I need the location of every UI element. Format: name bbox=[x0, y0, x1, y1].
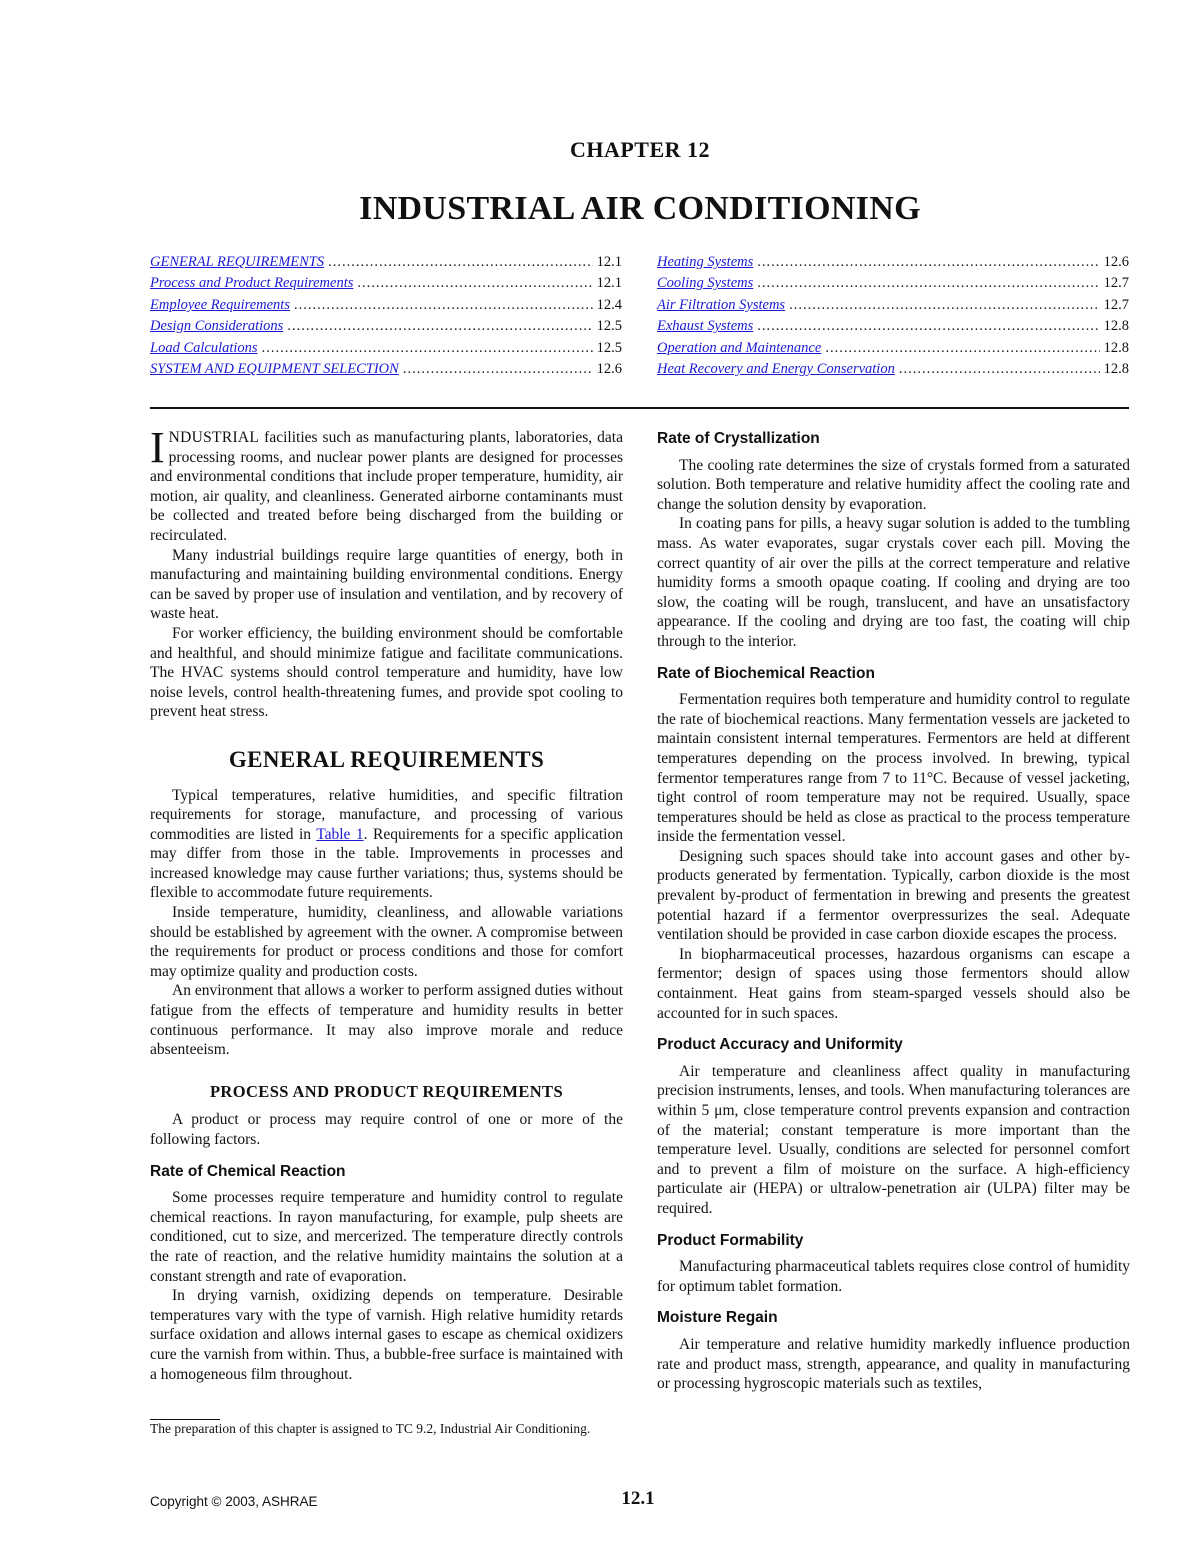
toc-entry bbox=[150, 275, 622, 296]
toc-entry bbox=[657, 361, 1129, 382]
body-paragraph: Air temperature and relative humidity markedly influence production rate and product mass, strength, appearance, and quality in manufacturing or processing hygroscopic materials such as textiles, bbox=[657, 1335, 1130, 1393]
toc-link[interactable]: Employee Requirements bbox=[150, 296, 290, 313]
toc-leader bbox=[757, 254, 1099, 271]
toc-page: 12.8 bbox=[1103, 318, 1129, 335]
toc-link[interactable]: Heat Recovery and Energy Conservation bbox=[657, 360, 895, 377]
table-1-link[interactable]: Table 1 bbox=[316, 825, 364, 843]
body-paragraph: In drying varnish, oxidizing depends on temperature. Desirable temperatures vary with the type of varnish. High relative humidity retards surface oxidation and allows internal gases to escape as chemical oxidizers cure the varnish from within. Thus, a bubble-free surface is maintained with a homogeneous film throughout. bbox=[150, 1287, 623, 1383]
chapter-title: INDUSTRIAL AIR CONDITIONING bbox=[359, 190, 921, 227]
body-paragraph: A product or process may require control of one or more of the following factors. bbox=[150, 1111, 623, 1148]
heading-rate-chemical-reaction: Rate of Chemical Reaction bbox=[150, 1162, 346, 1180]
toc-page: 12.8 bbox=[1103, 360, 1129, 377]
toc-link[interactable]: Exhaust Systems bbox=[657, 318, 754, 335]
toc-leader bbox=[899, 361, 1100, 378]
body-paragraph: Fermentation requires both temperature and humidity control to regulate the rate of biochemical reactions. Many fermentation vessels are jacketed to maintain consistent internal temperatures. Fermentors are held at different temperatures depending on the process involved. In brewing, typical fermentor temperatures range from 7 to 11°C. Because of vessel jacketing, tight control of room temperature may not be required. Usually, space temperatures should be held as close as practical to the process temperature inside the fermentation vessel. bbox=[657, 691, 1130, 846]
toc-page: 12.5 bbox=[596, 318, 622, 335]
toc-page: 12.4 bbox=[596, 296, 622, 313]
toc-link[interactable]: Design Considerations bbox=[150, 318, 284, 335]
toc-page: 12.6 bbox=[1103, 254, 1129, 270]
toc-page: 12.6 bbox=[596, 360, 622, 377]
intro-paragraph bbox=[150, 423, 623, 546]
toc-page: 12.7 bbox=[1103, 275, 1129, 292]
body-paragraph bbox=[150, 786, 623, 904]
chapter-label: CHAPTER 12 bbox=[569, 137, 711, 162]
body-text: Typical temperatures, relative humidities, and specific filtration requirements for storage, manufacture, and processing of various commodities are listed in bbox=[150, 786, 623, 843]
toc-link[interactable]: Heating Systems bbox=[657, 254, 754, 270]
footnote: The preparation of this chapter is assigned to TC 9.2, Industrial Air Conditioning. bbox=[150, 1421, 591, 1436]
heading-rate-crystallization: Rate of Crystallization bbox=[657, 430, 820, 447]
body-paragraph: Air temperature and cleanliness affect quality in manufacturing precision instruments, lenses, and tools. When manufacturing tolerances are within 5 μm, close temperature control prevents expansion and contraction of the material; constant temperature is more important than the temperature level. Usually, conditions are selected for personnel comfort and to prevent a film of moisture on the surface. A high-efficiency particulate air (HEPA) or ultralow-penetration air (ULPA) filter may be required. bbox=[657, 1062, 1130, 1217]
right-text-column bbox=[657, 428, 1130, 1394]
body-paragraph: An environment that allows a worker to perform assigned duties without fatigue from the effects of temperature and humidity results in better continuous performance. It may also improve morale and reduce absenteeism. bbox=[150, 982, 623, 1059]
toc-link[interactable]: Cooling Systems bbox=[657, 275, 754, 292]
toc-leader bbox=[287, 318, 592, 335]
body-text: . Requirements for a specific application may differ from those in the table. Improvements in processes and increased knowledge may cause further variations; thus, systems should be flexible to accommodate future requirements. bbox=[150, 825, 623, 902]
body-paragraph: Many industrial buildings require large quantities of energy, both in manufacturing and maintaining building environmental conditions. Energy can be saved by proper use of insulation and ventilation, and by recovery of waste heat. bbox=[150, 546, 623, 623]
body-paragraph: Some processes require temperature and humidity control to regulate chemical reactions. In rayon manufacturing, for example, pulp sheets are conditioned, cut to size, and mercerized. The temperature directly controls the rate of reaction, and the relative humidity maintains the solution at a constant strength and rate of evaporation. bbox=[150, 1189, 623, 1285]
toc-entry bbox=[657, 297, 1129, 318]
toc-link[interactable]: Air Filtration Systems bbox=[657, 296, 786, 313]
toc-leader bbox=[757, 275, 1099, 292]
toc-entry bbox=[150, 318, 622, 339]
body-paragraph: In biopharmaceutical processes, hazardous organisms can escape a fermentor; design of spaces using those fermentors should allow containment. Heat gains from steam-sparged vessels should also be accounted for in such spaces. bbox=[657, 945, 1130, 1022]
toc-page: 12.5 bbox=[596, 339, 622, 356]
toc-entry bbox=[657, 340, 1129, 361]
toc-link[interactable]: Load Calculations bbox=[150, 339, 258, 356]
heading-rate-biochemical-reaction: Rate of Biochemical Reaction bbox=[657, 664, 875, 682]
toc-link[interactable]: SYSTEM AND EQUIPMENT SELECTION bbox=[150, 360, 399, 377]
toc-link[interactable]: GENERAL REQUIREMENTS bbox=[150, 254, 325, 270]
toc-entry bbox=[657, 275, 1129, 296]
section-heading-general-requirements: GENERAL REQUIREMENTS bbox=[228, 746, 545, 772]
toc-entry bbox=[150, 297, 622, 318]
toc-right-column bbox=[657, 254, 1129, 382]
copyright-notice: Copyright © 2003, ASHRAE bbox=[150, 1494, 318, 1509]
toc-leader bbox=[825, 340, 1099, 357]
toc-page: 12.1 bbox=[596, 275, 622, 292]
toc-link[interactable]: Process and Product Requirements bbox=[150, 275, 354, 292]
toc-left-column bbox=[150, 254, 622, 382]
toc-link[interactable]: Operation and Maintenance bbox=[657, 339, 822, 356]
page-number: 12.1 bbox=[621, 1488, 655, 1509]
body-paragraph: Manufacturing pharmaceutical tablets requires close control of humidity for optimum tablet formation. bbox=[657, 1258, 1130, 1295]
toc-page: 12.7 bbox=[1103, 296, 1129, 313]
heading-product-accuracy: Product Accuracy and Uniformity bbox=[657, 1036, 903, 1054]
body-paragraph: For worker efficiency, the building environment should be comfortable and healthful, and should minimize fatigue and facilitate communications. The HVAC systems should control temperature and humidity, have low noise levels, control health-threatening fumes, and provide spot cooling to prevent heat stress. bbox=[150, 624, 623, 721]
toc-page: 12.8 bbox=[1103, 339, 1129, 356]
body-paragraph: Inside temperature, humidity, cleanliness, and allowable variations should be established by agreement with the owner. A compromise between the requirements for product or process conditions and those for comfort may optimize quality and production costs. bbox=[150, 904, 623, 980]
toc-entry bbox=[150, 340, 622, 361]
body-paragraph: The cooling rate determines the size of crystals formed from a saturated solution. Both temperature and relative humidity affect the cooling rate and change the solution density by evaporation. bbox=[657, 456, 1130, 513]
toc-entry bbox=[150, 361, 622, 382]
toc-leader bbox=[262, 340, 593, 357]
body-paragraph: In coating pans for pills, a heavy sugar solution is added to the tumbling mass. As water evaporates, sugar crystals cover each pill. Moving the correct quantity of air over the pills at the correct temperature and relative humidity forms a smooth opaque coating. If cooling and drying are too slow, the coating will be rough, translucent, and have an unsatisfactory appearance. If the cooling and drying are too fast, the coating will chip through to the interior. bbox=[657, 515, 1130, 650]
lead-word: NDUSTRIAL bbox=[168, 429, 260, 446]
toc-leader bbox=[328, 254, 593, 271]
body-paragraph: Designing such spaces should take into account gases and other by-products generated by fermentation. Typically, carbon dioxide is the most prevalent by-product of fermentation in brewing and presents the greatest potential hazard if a fermentor overpressurizes the seal. Adequate ventilation should be provided in case carbon dioxide escapes the process. bbox=[657, 847, 1130, 944]
toc-leader bbox=[357, 275, 592, 292]
intro-text: facilities such as manufacturing plants, laboratories, data processing rooms, and nuclear power plants are designed for processes and environmental conditions that include proper temperature, humidity, air motion, air quality, and cleanliness. Generated airborne contaminants must be collected and treated before being discharged from the building or recirculated. bbox=[150, 429, 623, 544]
subsection-heading-process-product: PROCESS AND PRODUCT REQUIREMENTS bbox=[209, 1081, 564, 1101]
toc-leader bbox=[403, 361, 593, 378]
toc-entry bbox=[150, 254, 622, 275]
toc-leader bbox=[789, 297, 1100, 314]
toc-leader bbox=[294, 297, 593, 314]
heading-product-formability: Product Formability bbox=[657, 1231, 804, 1249]
section-divider bbox=[150, 407, 1129, 409]
toc-entry bbox=[657, 254, 1129, 275]
toc-page: 12.1 bbox=[596, 254, 622, 270]
heading-moisture-regain: Moisture Regain bbox=[657, 1309, 778, 1327]
toc-entry bbox=[657, 318, 1129, 339]
left-text-column bbox=[150, 423, 623, 1384]
drop-cap: I bbox=[150, 423, 165, 472]
toc-leader bbox=[757, 318, 1099, 335]
